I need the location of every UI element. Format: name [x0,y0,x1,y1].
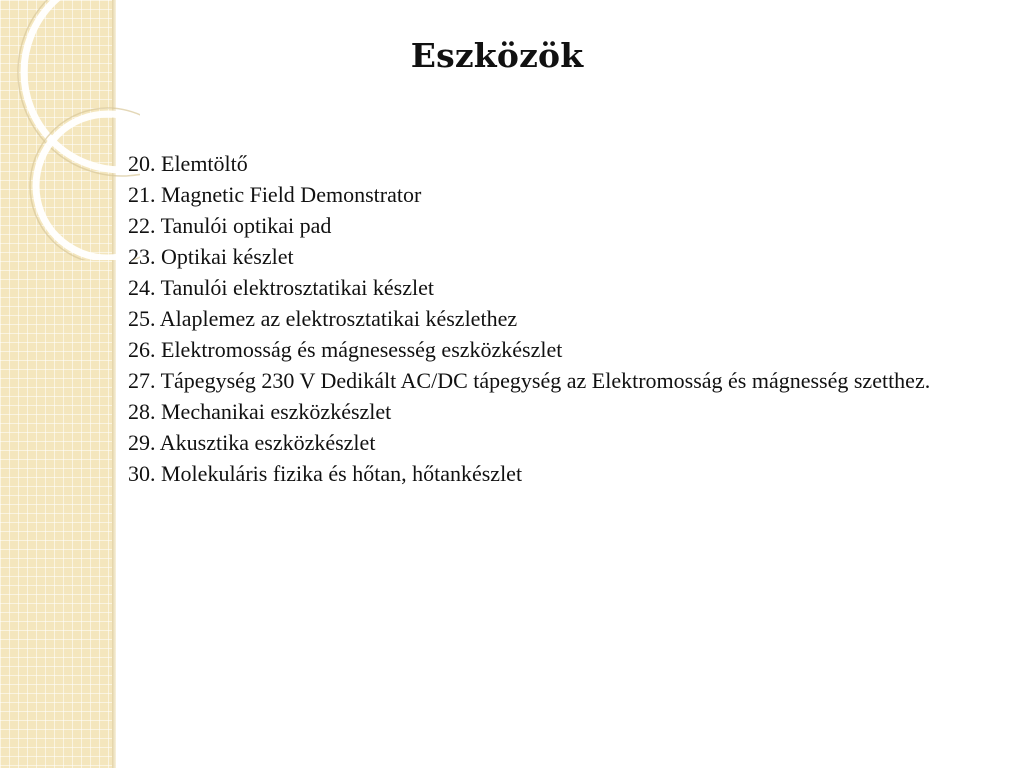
list-item: 25. Alaplemez az elektrosztatikai készlethez [128,306,518,331]
list-item: 27. Tápegység 230 V Dedikált AC/DC tápegység az Elektromosság és mágnesség szetthez. [128,368,931,393]
slide-title: Eszközök [410,36,584,75]
list-item: 30. Molekuláris fizika és hőtan, hőtankészlet [128,461,523,486]
equipment-list [128,148,988,489]
list-item: 23. Optikai készlet [128,244,294,269]
list-item: 29. Akusztika eszközkészlet [128,430,376,455]
list-item: 24. Tanulói elektrosztatikai készlet [128,275,434,300]
list-item: 22. Tanulói optikai pad [128,213,332,238]
list-item: 28. Mechanikai eszközkészlet [128,399,392,424]
list-item: 20. Elemtöltő [128,151,248,176]
list-item: 26. Elektromosság és mágnesesség eszközkészlet [128,337,563,362]
list-item: 21. Magnetic Field Demonstrator [128,182,422,207]
